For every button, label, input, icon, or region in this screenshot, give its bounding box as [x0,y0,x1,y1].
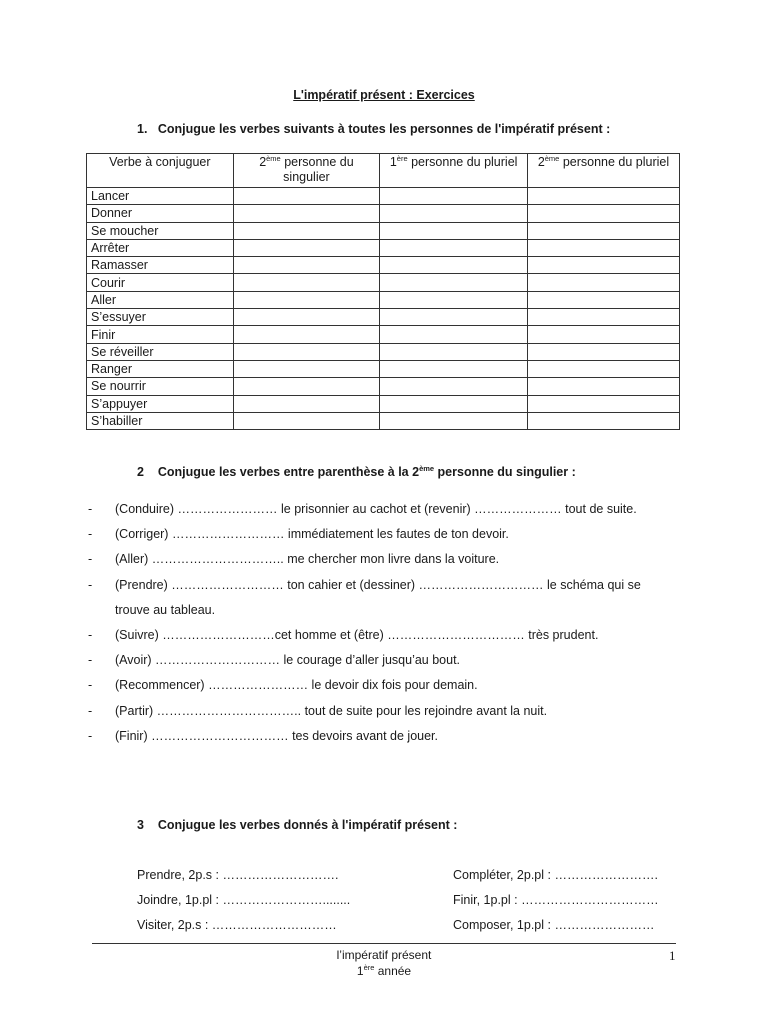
answer-cell-2nd-plural[interactable] [527,326,679,343]
answer-cell-2nd-singular[interactable] [233,291,380,308]
answer-cell-2nd-singular[interactable] [233,257,380,274]
verb-cell: Ranger [87,360,234,377]
list-item-text: (Prendre) ……………………… ton cahier et (dessiner) ………………………… le schéma qui se [115,577,641,592]
answer-cell-1st-plural[interactable] [380,188,528,205]
answer-cell-1st-plural[interactable] [380,222,528,239]
table-row [87,257,680,274]
answer-cell-2nd-plural[interactable] [527,222,679,239]
answer-cell-1st-plural[interactable] [380,378,528,395]
bullet-dash: - [88,678,93,693]
header-2nd-singular: 2ème personne du singulier [233,154,380,188]
table-row [87,378,680,395]
exercise-3-right-item: Compléter, 2p.pl : ……………………. [453,868,658,882]
list-item [88,623,688,648]
list-item-text: (Avoir) ………………………… le courage d’aller jusqu’au bout. [115,653,461,668]
answer-cell-2nd-plural[interactable] [527,309,679,326]
answer-cell-2nd-plural[interactable] [527,274,679,291]
header-1st-plural: 1ère personne du pluriel [380,154,528,188]
header-verb: Verbe à conjuguer [87,154,234,188]
exercise-2-list [88,497,688,749]
page-title: L'impératif présent : Exercices [293,88,475,102]
table-row [87,188,680,205]
list-item-text: (Corriger) ……………………… immédiatement les fautes de ton devoir. [115,527,509,542]
verb-cell: S’appuyer [87,395,234,412]
answer-cell-2nd-plural[interactable] [527,378,679,395]
answer-cell-2nd-singular[interactable] [233,395,380,412]
footer-level: 1ère année [356,963,412,978]
verb-cell: Lancer [87,188,234,205]
answer-cell-1st-plural[interactable] [380,326,528,343]
list-item [88,547,688,572]
answer-cell-2nd-singular[interactable] [233,188,380,205]
answer-cell-1st-plural[interactable] [380,412,528,429]
verb-cell: Se réveiller [87,343,234,360]
answer-cell-2nd-plural[interactable] [527,188,679,205]
answer-cell-2nd-singular[interactable] [233,222,380,239]
answer-cell-1st-plural[interactable] [380,274,528,291]
list-item [88,522,688,547]
footer [0,947,768,979]
table-row [87,274,680,291]
table-header-row [87,154,680,188]
exercise-3-left-item: Visiter, 2p.s : ………………………… [137,918,337,932]
verb-cell: Ramasser [87,257,234,274]
answer-cell-2nd-singular[interactable] [233,326,380,343]
list-item [88,673,688,698]
table-row [87,360,680,377]
bullet-dash: - [88,577,93,592]
answer-cell-2nd-plural[interactable] [527,291,679,308]
table-row [87,291,680,308]
list-item-text: (Finir) …………………………… tes devoirs avant de jouer. [115,728,438,743]
answer-cell-1st-plural[interactable] [380,257,528,274]
bullet-dash: - [88,653,93,668]
verb-cell: S’habiller [87,412,234,429]
list-item [88,648,688,673]
verb-cell: Arrêter [87,239,234,256]
table-row [87,412,680,429]
list-item-text: trouve au tableau. [115,602,216,617]
answer-cell-1st-plural[interactable] [380,343,528,360]
bullet-dash: - [88,552,93,567]
answer-cell-2nd-plural[interactable] [527,239,679,256]
table-row [87,309,680,326]
answer-cell-2nd-plural[interactable] [527,360,679,377]
footer-divider [92,943,676,944]
page-number: 1 [669,948,676,963]
answer-cell-1st-plural[interactable] [380,309,528,326]
exercise-3-right-item: Composer, 1p.pl : …………………… [453,918,655,932]
table-row [87,343,680,360]
answer-cell-2nd-plural[interactable] [527,395,679,412]
answer-cell-2nd-singular[interactable] [233,343,380,360]
bullet-dash: - [88,527,93,542]
verb-cell: Aller [87,291,234,308]
exercise-1-heading: 1. Conjugue les verbes suivants à toutes les personnes de l'impératif présent : [137,122,611,136]
header-2nd-plural: 2ème personne du pluriel [527,154,679,188]
bullet-dash: - [88,728,93,743]
verb-cell: Se nourrir [87,378,234,395]
answer-cell-2nd-singular[interactable] [233,309,380,326]
answer-cell-2nd-singular[interactable] [233,412,380,429]
list-item-text: (Suivre) ………………………cet homme et (être) …………………………… très prudent. [115,628,599,643]
answer-cell-1st-plural[interactable] [380,239,528,256]
list-item-text: (Partir) …………………………….. tout de suite pour les rejoindre avant la nuit. [115,703,548,718]
exercise-2-heading: 2 Conjugue les verbes entre parenthèse à la 2ème personne du singulier : [137,463,576,479]
exercise-3-left-item: Prendre, 2p.s : ………………………. [137,868,339,882]
list-item-text: (Aller) ………………………….. me chercher mon livre dans la voiture. [115,552,500,567]
answer-cell-2nd-plural[interactable] [527,343,679,360]
conjugation-table [86,153,680,430]
answer-cell-2nd-singular[interactable] [233,205,380,222]
verb-cell: Courir [87,274,234,291]
answer-cell-2nd-plural[interactable] [527,412,679,429]
list-item [88,598,688,623]
list-item [88,497,688,522]
table-row [87,326,680,343]
answer-cell-2nd-singular[interactable] [233,274,380,291]
list-item [88,573,688,598]
answer-cell-2nd-singular[interactable] [233,239,380,256]
bullet-dash: - [88,628,93,643]
answer-cell-1st-plural[interactable] [380,395,528,412]
answer-cell-2nd-plural[interactable] [527,257,679,274]
table-row [87,239,680,256]
exercise-3-heading: 3 Conjugue les verbes donnés à l'impératif présent : [137,818,458,832]
verb-cell: Donner [87,205,234,222]
table-row [87,395,680,412]
exercise-3-left-item: Joindre, 1p.pl : ……………………........ [137,893,351,907]
bullet-dash: - [88,703,93,718]
verb-cell: Se moucher [87,222,234,239]
answer-cell-2nd-singular[interactable] [233,378,380,395]
verb-cell: S’essuyer [87,309,234,326]
table-row [87,205,680,222]
footer-title: l’impératif présent [336,948,432,962]
answer-cell-1st-plural[interactable] [380,360,528,377]
list-item [88,699,688,724]
table-row [87,222,680,239]
bullet-dash: - [88,502,93,516]
answer-cell-1st-plural[interactable] [380,205,528,222]
answer-cell-1st-plural[interactable] [380,291,528,308]
answer-cell-2nd-plural[interactable] [527,205,679,222]
verb-cell: Finir [87,326,234,343]
list-item-text: (Recommencer) …………………… le devoir dix fois pour demain. [115,678,478,693]
list-item-text: (Conduire) …………………… le prisonnier au cachot et (revenir) ………………… tout de suite. [115,502,637,516]
list-item [88,724,688,749]
answer-cell-2nd-singular[interactable] [233,360,380,377]
exercise-3-right-item: Finir, 1p.pl : …………………………… [453,893,659,907]
